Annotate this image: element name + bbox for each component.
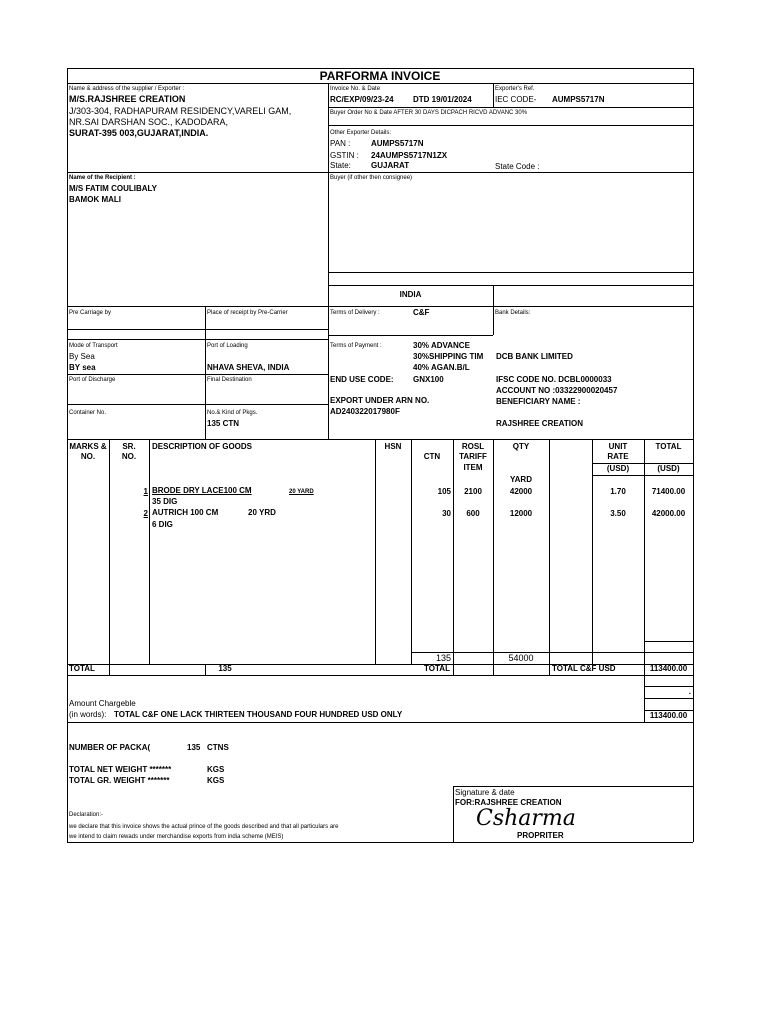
total-dot: . [688, 687, 691, 696]
supplier-label: Name & address of the supplier / Exporter : [69, 86, 185, 92]
supplier-address-1: J/303-304, RADHAPURAM RESIDENCY,VARELI GAM, [69, 106, 292, 116]
gross-weight-label: TOTAL GR. WEIGHT ******* [69, 776, 170, 785]
signature-image: Csharma [476, 806, 576, 831]
arn-label: EXPORT UNDER ARN NO. [330, 396, 430, 405]
signature-label: Signature & date [455, 788, 515, 797]
amount-label: Amount Chargeble [69, 699, 136, 708]
net-weight-unit: KGS [207, 765, 225, 774]
row-desc: BRODE DRY LACE100 CM [152, 486, 252, 495]
col-qty-unit: YARD [510, 475, 532, 484]
row-ctn: 30 [442, 509, 451, 518]
row-total: 71400.00 [651, 487, 686, 496]
discharge-label: Port of Discharge [69, 377, 116, 383]
total-label-2: TOTAL [424, 664, 450, 673]
packages-value: 135 [187, 743, 201, 752]
row-rosl: 2100 [464, 487, 482, 496]
signature-title: PROPRITER [517, 831, 564, 840]
arn-no: AD240322017980F [330, 407, 400, 416]
buyer-order: Buyer Order No & Date AFTER 30 DAYS DICPACH RICVD ADVANC 30% [330, 110, 528, 116]
payment-2: 30%SHIPPING TIM [413, 352, 484, 361]
amount-words: TOTAL C&F ONE LACK THIRTEEN THOUSAND FOUR HUNDRED USD ONLY [114, 710, 403, 719]
country: INDIA [399, 290, 422, 299]
beneficiary-label: BENEFICIARY NAME : [496, 397, 581, 406]
delivery-terms: C&F [413, 308, 430, 317]
end-use-label: END USE CODE: [330, 375, 394, 384]
recipient-city: BAMOK MALI [69, 195, 121, 204]
invoice-no: RC/EXP/09/23-24 [330, 95, 394, 104]
col-unit-3: (USD) [606, 464, 630, 473]
row-total: 42000.00 [651, 509, 686, 518]
net-weight-label: TOTAL NET WEIGHT ******* [69, 765, 172, 774]
col-sr: SR. [122, 442, 136, 451]
state-value: GUJARAT [371, 161, 410, 170]
supplier-address-3: SURAT-395 003,GUJARAT,INDIA. [69, 128, 209, 138]
col-rosl-3: ITEM [463, 463, 483, 472]
state-label: State: [330, 161, 351, 170]
row-rate: 1.70 [610, 487, 626, 496]
transport-label: Mode of Transport [69, 343, 118, 349]
row-qty: 12000 [509, 509, 533, 518]
row-yard: 20 YRD [248, 508, 276, 517]
row-sr: 1 [143, 487, 148, 496]
recipient-name: M/S FATIM COULIBALY [69, 184, 157, 193]
col-unit-2: RATE [607, 452, 629, 461]
gstin-label: GSTIN : [330, 151, 359, 160]
iec-code-label: IEC CODE- [495, 95, 537, 104]
col-hsn: HSN [384, 442, 402, 451]
payment-3: 40% AGAN.B/L [413, 363, 470, 372]
total-cf-label: TOTAL C&F USD [552, 664, 616, 673]
col-ctn: CTN [423, 452, 441, 461]
col-rosl: ROSL [461, 442, 485, 451]
invoice-title: PARFORMA INVOICE [319, 69, 441, 83]
col-marks-2: NO. [80, 452, 96, 461]
bank-label: Bank Details: [495, 310, 531, 316]
col-total: TOTAL [655, 442, 682, 451]
declaration-line-2: we intend to claim rewads under merchandise exports from india scheme (MEIS) [69, 834, 284, 840]
gross-weight-unit: KGS [207, 776, 225, 785]
account-no: ACCOUNT NO :03322900020457 [496, 386, 618, 395]
iec-code: AUMPS5717N [552, 95, 605, 104]
row-desc-2: 6 DIG [152, 520, 173, 529]
bank-name: DCB BANK LIMITED [496, 352, 573, 361]
row-desc-2: 35 DIG [152, 497, 178, 506]
delivery-label: Terms of Delivery : [330, 310, 380, 316]
total-cf-value: 113400.00 [649, 664, 688, 673]
destination-label: Final Destination [207, 377, 252, 383]
total-pkgs: 135 [218, 664, 232, 673]
amount-words-label: (in words): [69, 710, 107, 719]
pkgs-value: 135 CTN [207, 419, 240, 428]
pkgs-label: No.& Kind of Pkgs. [207, 410, 258, 416]
payment-1: 30% ADVANCE [413, 341, 470, 350]
col-unit: UNIT [608, 442, 628, 451]
packages-unit: CTNS [207, 743, 229, 752]
pre-carriage-label: Pre Carriage by [69, 310, 112, 316]
receipt-label: Place of receipt by Pre-Carrier [207, 310, 288, 316]
col-description: DESCRIPTION OF GOODS [152, 442, 253, 451]
pan-label: PAN : [330, 139, 351, 148]
total-label: TOTAL [69, 664, 95, 673]
row-rosl: 600 [466, 509, 480, 518]
sum-qty: 54000 [508, 653, 534, 663]
ifsc-code: IFSC CODE NO. DCBL0000033 [496, 375, 612, 384]
row-qty: 42000 [509, 487, 533, 496]
transport-1: By Sea [69, 352, 95, 361]
signature-for: FOR:RAJSHREE CREATION [455, 798, 562, 807]
row-ctn: 105 [437, 487, 451, 496]
invoice-no-label: Invoice No. & Date [330, 86, 381, 92]
col-marks: MARKS & [69, 442, 107, 451]
buyer-label: Buyer (if other then consignee) [330, 175, 413, 181]
col-qty: QTY [512, 442, 530, 451]
state-code-label: State Code : [495, 162, 540, 171]
beneficiary-name: RAJSHREE CREATION [496, 419, 583, 428]
gstin-value: 24AUMPS5717N1ZX [371, 151, 448, 160]
other-details-label: Other Exporter Details: [330, 130, 392, 136]
row-rate: 3.50 [610, 509, 626, 518]
col-sr-2: NO. [121, 452, 137, 461]
supplier-name: M/S.RAJSHREE CREATION [69, 94, 186, 104]
row-desc: AUTRICH 100 CM [152, 508, 219, 517]
declaration-label: Declaration:- [69, 812, 104, 818]
payment-label: Terms of Payment : [330, 343, 382, 349]
supplier-address-2: NR.SAI DARSHAN SOC., KADODARA, [69, 117, 229, 127]
container-label: Container No. [69, 410, 107, 416]
grand-total: 113400.00 [649, 711, 688, 720]
packages-label: NUMBER OF PACKA( [69, 743, 151, 752]
recipient-label: Name of the Recipient : [69, 175, 136, 181]
invoice-date: DTD 19/01/2024 [413, 95, 472, 104]
exporter-ref-label: Exporter's Ref. [495, 86, 535, 92]
loading-label: Port of Loading [207, 343, 248, 349]
pan-value: AUMPS5717N [371, 139, 424, 148]
row-sr: 2 [143, 509, 148, 518]
transport-2: BY sea [69, 363, 96, 372]
col-total-2: (USD) [657, 464, 680, 473]
row-yard: 20 YARD [289, 489, 314, 495]
loading-port: NHAVA SHEVA, INDIA [207, 363, 290, 372]
col-rosl-2: TARIFF [459, 452, 487, 461]
end-use-code: GNX100 [413, 375, 444, 384]
sum-ctn: 135 [435, 653, 451, 663]
declaration-line-1: we declare that this invoice shows the actual prince of the goods described and that all particulars are [69, 824, 339, 830]
